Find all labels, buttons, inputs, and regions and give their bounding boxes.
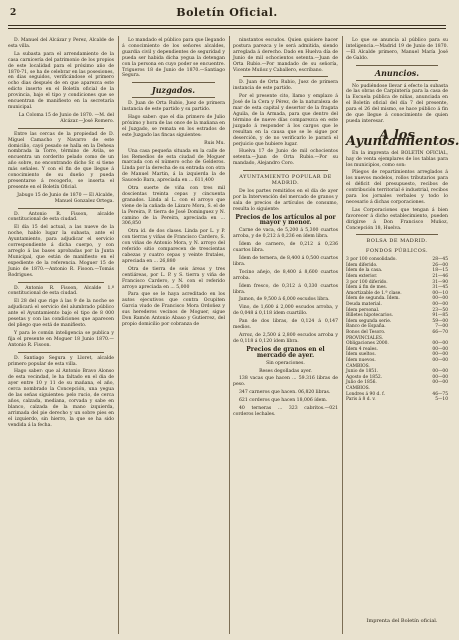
- fondos-value: 21—46: [432, 274, 448, 280]
- separator: [243, 170, 328, 171]
- grain-item: 621 corderos que hacen 18,006 ídem.: [239, 398, 328, 404]
- grain-item: Sin operaciones.: [266, 360, 305, 366]
- grain-item: Reses degolladas ayer.: [259, 368, 312, 374]
- property-item: Otra de tierra de seis áreas y tres centiáreas, por L. P. y S. tierra y viña de Francisco Cardero, y N. con el referido arroyo apreciada en ... 5,000: [122, 266, 225, 290]
- fondos-label: Ídem á fin de mes.: [346, 285, 388, 291]
- property-item: Una casa pequeña situada en la calle de los Remedios de esta ciudad de Moguer marcada con el número ocho de Gelderos. Linda por la derecha de su entrada con otra de Manuel Martin, á la izquierda la de Saucedo Bara, apreciada en ... 611,400: [122, 148, 225, 184]
- fondos-label: Amortizable de 1.ª clase.: [346, 290, 402, 296]
- fondos-value: 26—00: [432, 262, 448, 268]
- edict-paragraph: El 28 del que rige á las 9 de la noche se adjudicará el servicio del alumbrado público ante el Ayuntamiento bajo el tipo de 8 000 pesetas y con las condiciones que aparecen del pliego que está de manifiesto.: [8, 299, 114, 328]
- fondos-label: Ídem segunda serie.: [346, 318, 392, 324]
- fondos-label: CAMBIOS.: [346, 385, 370, 391]
- fondos-label: Paris á 8 d. v.: [346, 397, 376, 403]
- edict-paragraph: La subasta para el arrendamiento de la casa carnicería del patrimonio de los propios de este localidad para el próximo año de 1870-71, se ha de celebrar en las posesiones, en dias seguidos, verificándose el primero ocho dias después de en que aparezca este edicto inserto en el Boletín oficial de la provincia, bajo el tipo y condiciones que se encuentran de manifiesto en la secretaría municipal.: [8, 51, 114, 110]
- edict-paragraph: Hago saber: que al Antonio Bravo Alonso de esta vecindad, le ha faltado en el dia de ayer entre 10 y 11 de su mañana, el año, cerca nombrado la Concepción, una yegua de las señas siguientes: pelo rucio, de cerca años, calzada, mediana, corvada y sabe en blanco, calzada de la mano izquierda, arrimada del pie derecho y un sobre pies en el izquierdo, sin hierro, la que se ha sido vendida á la fecha.: [8, 369, 114, 428]
- market-intro: De los partes remitidos en el día de ayer por la Intervención del mercado de granos y sala de precios de artículos de consumo, resulta lo siguiente:: [233, 188, 338, 212]
- fondos-label: Deuda material.: [346, 302, 382, 308]
- fondos-value: 00—10: [432, 290, 448, 296]
- fondos-value: 46—75: [432, 391, 448, 397]
- fondos-value: 00—00: [432, 357, 448, 363]
- column-divider: [342, 36, 343, 634]
- separator: [132, 97, 215, 98]
- fondos-value: 00—00: [432, 302, 448, 308]
- fondos-label: Ídem de la casa.: [346, 268, 383, 274]
- header-rule-bottom: [8, 28, 446, 29]
- separator: [356, 234, 438, 235]
- court-paragraph: Huelva 17 de Junio de mil ochocientos setenta.—Juan de Orta Rubio.—Por su mandado, Alejandro Coro.: [233, 149, 338, 167]
- currency-heading: Ruis Mu.: [204, 140, 225, 146]
- fondos-label: Ídem de segunda. Ídem.: [346, 296, 400, 302]
- fondos-value: 66—70: [432, 330, 448, 335]
- court-paragraph: D. Juan de Orta Rubio, Juez de primera instancia de este partido.: [233, 80, 338, 92]
- fondos-label: Banco de España.: [346, 324, 386, 330]
- fondos-label: Agosto de 1852.: [346, 374, 383, 380]
- grain-title: Precios de granos en el mercado de ayer.: [246, 345, 325, 359]
- court-paragraph: Para que se le haya acreditado en los autos ejecutivos que contra Ocupiten Garcia viudo de Francisco Mora Ordoñez y sus herederos vecinos de Moguer, sigue Don Ramón Antonio Abaso y Gutierrez, del propio domicilio por cobranza de: [122, 292, 225, 327]
- price-item: Jamon, de 9,500 á 6,000 escudos libra.: [239, 297, 330, 303]
- price-item: Ídem de carnero, de 0,212 á 0,236 cuartos libra.: [233, 242, 338, 254]
- fondos-value: 59—00: [432, 318, 448, 324]
- fondos-label: Ídem nuevos.: [346, 357, 376, 363]
- edict-paragraph: D. Santiago Segura y Lloret, alcalde primero popular de esta villa.: [8, 355, 114, 367]
- fondos-value: 00—00: [432, 352, 448, 358]
- fondos-label: Billetes hipotecarios.: [346, 313, 393, 319]
- fondos-label: Julio de 1856.: [346, 380, 377, 386]
- fondos-table: [346, 257, 448, 402]
- fondos-label: Bonos del Tesoro.: [346, 330, 386, 335]
- court-paragraph: Por el presente cito, llamo y emplazo á José de la Cera y Pérez, de la naturaleza de mar de esta capital y desertor de la fragata Aguila, de la Armada, para que dentro del término de nueve días comparezca en este juzgado á responder á los cargos que le resultan en la causa que se le sigue por deserción, y de no verificarlo le parará el perjuicio que hubiere lugar.: [233, 94, 338, 147]
- page-title: Boletín Oficial.: [176, 6, 278, 19]
- fondos-value: 5—10: [435, 397, 448, 403]
- fondos-value: 00—00: [432, 374, 448, 380]
- ad-paragraph: Las Corporaciones que tengan á bien favorecer á dicho establecimiento, pueden dirigirse á Don Francisco Muñoz, Concepción 18, Huelva.: [346, 207, 448, 231]
- fondos-label: Junio de 1851.: [346, 369, 379, 375]
- fondos-label: 3 por 100 diferido.: [346, 279, 388, 285]
- separator: [356, 65, 438, 66]
- edict-paragraph: El día 15 del actual, a las nueve de la noche, hablo lugar la subasta, ante el Ayuntamiento, para adjudicar el servicio correspondiente á dicha cuerpo, y con arreglo á las bases aprobadas por la Junta Municipal, que están de manifiesto en el expediente de la referencia. Moguer 15 de Junio de 1870.—Antonio R. Fisoon.—Tomás Rodrigues.: [8, 225, 114, 278]
- separator: [132, 82, 215, 83]
- grain-item: 138 vacas que hacen ... 59.316 libras de peso.: [233, 376, 338, 388]
- fondos-value: 7—00: [435, 324, 448, 330]
- fondos-heading: FONDOS PÚBLICOS.: [365, 248, 429, 255]
- edict-paragraph: D. Antonio R. Fisoon, Alcalde 1.º constitucional de esta ciudad.: [8, 285, 114, 297]
- header-rule-top: [8, 25, 446, 26]
- fondos-label: 3 por 100 consolidado.: [346, 257, 397, 263]
- price-item: Tocino añejo, de 8,400 á 8,600 cuartos arroba.: [233, 269, 338, 281]
- fondos-value: 31—45: [432, 285, 448, 291]
- fondos-value: 18—15: [432, 268, 448, 274]
- ad-paragraph: Pliegos de repartimientos arreglados á los nuevos modelos, rollos tributarios para el déficit del presupuesto, recibos de contribución territorial é industrial, recibos para los jornales verbales y todo lo necesario á dichas corporaciones.: [346, 170, 448, 205]
- announcement-paragraph: Lo que se anuncia al público para su inteligencia.—Madrid 19 de Junio de 1870.—El Alcalde primero, Manuel María José de Galdo.: [346, 38, 448, 61]
- fondos-label: Ídem sueltos.: [346, 352, 376, 358]
- section-heading-anuncios: Anuncios.: [374, 67, 420, 78]
- edict-paragraph: D. Manuel del Alcázar y Perez, Alcalde de esta villa.: [8, 38, 114, 49]
- edict-signature: La Coloma 15 de Junio de 1870. —M. del Alcázar.—José Romero.: [18, 112, 114, 124]
- ad-headline: A los Ayuntamientos.: [346, 127, 459, 149]
- page-number: 2: [10, 8, 17, 18]
- column-divider: [229, 36, 230, 634]
- fondos-label: CAMBIOS.: [346, 363, 370, 369]
- fondos-label: Ídem diferido.: [346, 262, 378, 268]
- property-item: Otra suerte de viña con tres mil doscientas treinta cepas y cincuenta granados. Linda al L. con el arroyo que viene de la cañada de Lázaro Mora, S. el de la Pereira, P. tierra de José Dominguez y N. camino de la Pereira, apreciada en ... 306,850: [122, 186, 225, 227]
- price-item: Pan de dos libras, de 0,124 á 0,147 medios.: [233, 319, 338, 331]
- edict-paragraph: Entre las cercas de la propiedad de D. Miguel Camacho y Navarro de este domicilio, cayó pesado se halla en la Dehesa nombrada la Torre, término de Avila, se encuentra un corderito pelado como de un año sobre, no encontrando dicho Sr. si tiene más señales. Y con el fin de que llegue á conocimiento de su dueño y pueda presentarse á recogerlo, se inserta el presente en el Boletín Oficial.: [8, 131, 114, 190]
- fondos-value: 00—00: [432, 341, 448, 347]
- separator: [356, 80, 438, 81]
- fondos-value: 28—45: [432, 257, 448, 263]
- column-4: [346, 38, 459, 634]
- edict-signature: Jabugo 15 de Junio de 1870 — El Alcalde, Manuel Gonzalez Ortega.: [17, 192, 114, 204]
- prices-title: Precios de los artículos al por mayor y menor.: [235, 213, 336, 227]
- fondos-label: Ídem personal.: [346, 307, 380, 313]
- price-item: Ídem de ternera, de 8,400 á 0,500 cuartos libra.: [233, 256, 338, 267]
- column-3: [233, 38, 338, 634]
- imprint-footer: Imprenta del Boletín oficial.: [366, 618, 438, 624]
- fondos-row: [346, 397, 448, 403]
- separator: [18, 208, 104, 209]
- fondos-label: Obligaciones 2000.: [346, 341, 389, 347]
- page-header: [0, 0, 454, 26]
- price-item: Arroz, de 2,500 á 2,800 escudos arroba y de 0,118 á 0,120 ídem libra.: [233, 332, 338, 344]
- fondos-value: 23—50: [432, 307, 448, 313]
- price-item: Vino, de 1,600 á 2,000 escudos arroba, y de 0,048 á 0,118 ídem cuartillo.: [233, 305, 338, 317]
- ad-paragraph: En la imprenta del BOLETÍN OFICIAL, hay de venta ejemplares de los tablas para los municipios, como son:: [346, 150, 448, 168]
- edict-paragraph: Lo mandado el público para que llegando á conocimiento de los señores alcaldes, guardia civil y dependientes de seguridad y pueda ser habida dicha yegua la detengan con la persona en cuyo poder se encuentre. Trigueros 18 de Junio de 1870.—Santiago Segura.: [122, 38, 225, 79]
- fondos-label: PROVINCIALES.: [346, 335, 384, 341]
- court-paragraph: D. Juan de Orta Rubio, Juez de primera instancia de este partido y su partido.: [122, 101, 225, 113]
- court-paragraph: ninstantos escudos. Quien quisiere hacer postura parezca y le será admitida, siendo arreglada á derecho. Dado en Huelva día de Junio de mil ochocientos setenta.—Juan de Orta Rubio.—Por mandado de su señoría, Vicente Muñoz y Caballero, escribano.: [233, 38, 338, 73]
- announcement-paragraph: No pudiéndose llevar á efecto la subasta de las obras de Carpintería para la casa de la Escuela pública de niñas, anunciada en el Boletín oficial del día 7 del presente, para el 26 del mismo, se hace público á fin de que llegue á conocimiento de quien pueda interesar.: [346, 83, 448, 124]
- section-heading-ayuntamiento: AYUNTAMIENTO POPULAR DE MADRID.: [239, 174, 332, 187]
- fondos-value: 31—90: [432, 279, 448, 285]
- fondos-value: 00—00: [432, 380, 448, 386]
- fondos-label: Ídem exterior.: [346, 274, 378, 280]
- separator: [243, 76, 328, 77]
- edict-paragraph: Y para le común inteligencia se publica y fija el presente en Moguer 18 Junio 1870.—Antonio R. Fisoon.: [8, 330, 114, 348]
- price-item: Carne de vaca, de 5,200 á 5,300 cuartos arroba, y de 0,212 á 0,236 en ídem libra.: [233, 228, 338, 240]
- property-item: Otra id. de dos clases. Linda por L. y P. con tierras y viñas de Francisco Cardero, S. con viñas de Antonio Mora, y N. arroyo del referido sitio comparecen de trescientas cabezas y cuatro cepas y veinte frutales, apreciada en ... 26,880: [122, 229, 225, 264]
- fondos-value: 91—85: [432, 313, 448, 319]
- grain-item: 347 carneros que hacen. 06,820 libras.: [239, 390, 331, 396]
- fondos-value: 00—00: [432, 346, 448, 352]
- price-item: Ídem fresco, de 0,312 á 0,330 cuartos libra.: [233, 283, 338, 295]
- separator: [18, 128, 104, 129]
- separator: [18, 352, 104, 353]
- column-2: [122, 38, 225, 634]
- section-heading-juzgados: Juzgados.: [151, 85, 196, 96]
- fondos-value: 00—00: [432, 369, 448, 375]
- fondos-label: Ídem 4 reales.: [346, 346, 378, 352]
- bolsa-heading: BOLSA DE MADRID.: [366, 238, 428, 245]
- column-1: [8, 38, 114, 634]
- edict-paragraph: D. Antonio R. Fisoon, alcalde constitucional de esta ciudad.: [8, 211, 114, 223]
- column-divider: [118, 36, 119, 634]
- fondos-value: 00—00: [432, 296, 448, 302]
- fondos-label: Londres á 90 d. f.: [346, 391, 386, 397]
- grain-item: 40 terneras ... 323 cabritos.—021 corderos lechales.: [233, 406, 338, 417]
- court-paragraph: Hago saber: que el dia primero de Julio próximo y hora de las once de la mañana en el Juzgado, se remata en los estrados de este Juzgado las fincas siguientes:: [122, 115, 225, 138]
- separator: [18, 282, 104, 283]
